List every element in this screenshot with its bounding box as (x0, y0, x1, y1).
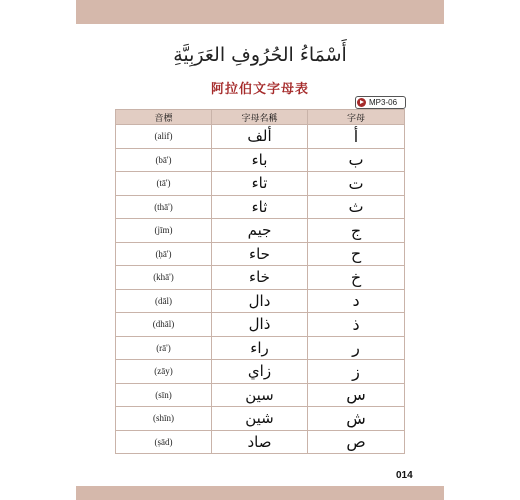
page-number: 014 (396, 470, 413, 481)
letter-name-cell: تاء (212, 172, 308, 196)
transliteration-cell: (dāl) (116, 289, 212, 313)
letter-cell: ث (308, 195, 405, 219)
page-title-chinese: 阿拉伯文字母表 (210, 82, 309, 97)
column-header-letter: 字母 (308, 110, 405, 125)
letter-name-cell: دال (212, 289, 308, 313)
audio-track-label: MP3-06 (369, 98, 398, 107)
transliteration-cell: (thā') (116, 195, 212, 219)
letter-name-cell: ذال (212, 313, 308, 337)
letter-name-cell: شين (212, 407, 308, 431)
table-row (116, 289, 405, 313)
letter-name-cell: جيم (212, 219, 308, 243)
table-row (116, 242, 405, 266)
letter-cell: ذ (308, 313, 405, 337)
table-row (116, 266, 405, 290)
letter-name-cell: زاي (212, 360, 308, 384)
letter-name-cell: ألف (212, 125, 308, 149)
alphabet-table (115, 109, 405, 454)
column-header-transliteration: 音標 (116, 110, 212, 125)
letter-cell: ص (308, 430, 405, 454)
letter-cell: ر (308, 336, 405, 360)
transliteration-cell: (bā') (116, 148, 212, 172)
letter-name-cell: صاد (212, 430, 308, 454)
transliteration-cell: (ṣād) (116, 430, 212, 454)
letter-name-cell: ثاء (212, 195, 308, 219)
table-row (116, 172, 405, 196)
table-row (116, 148, 405, 172)
transliteration-cell: (khā') (116, 266, 212, 290)
table-row (116, 125, 405, 149)
table-row (116, 383, 405, 407)
letter-cell: ح (308, 242, 405, 266)
bottom-decorative-band (76, 486, 444, 500)
audio-track-button[interactable] (355, 96, 406, 109)
letter-name-cell: سين (212, 383, 308, 407)
transliteration-cell: (shīn) (116, 407, 212, 431)
transliteration-cell: (rā') (116, 336, 212, 360)
transliteration-cell: (alif) (116, 125, 212, 149)
letter-name-cell: باء (212, 148, 308, 172)
transliteration-cell: (sīn) (116, 383, 212, 407)
table-row (116, 219, 405, 243)
top-decorative-band (76, 0, 444, 24)
table-row (116, 336, 405, 360)
letter-name-cell: حاء (212, 242, 308, 266)
letter-cell: ز (308, 360, 405, 384)
column-header-letter-name: 字母名稱 (212, 110, 308, 125)
table-row (116, 360, 405, 384)
table-row (116, 195, 405, 219)
letter-cell: د (308, 289, 405, 313)
letter-cell: ش (308, 407, 405, 431)
letter-cell: ب (308, 148, 405, 172)
play-icon (357, 98, 366, 107)
letter-cell: أ (308, 125, 405, 149)
table-row (116, 430, 405, 454)
transliteration-cell: (jīm) (116, 219, 212, 243)
letter-name-cell: راء (212, 336, 308, 360)
letter-cell: خ (308, 266, 405, 290)
table-row (116, 407, 405, 431)
table-header-row (116, 110, 405, 125)
transliteration-cell: (dhāl) (116, 313, 212, 337)
letter-cell: س (308, 383, 405, 407)
transliteration-cell: (zāy) (116, 360, 212, 384)
transliteration-cell: (ḥā') (116, 242, 212, 266)
letter-cell: ج (308, 219, 405, 243)
letter-cell: ت (308, 172, 405, 196)
letter-name-cell: خاء (212, 266, 308, 290)
page-title-arabic: أَسْمَاءُ الحُرُوفِ العَرَبِيَّةِ (173, 44, 347, 66)
table-row (116, 313, 405, 337)
transliteration-cell: (tā') (116, 172, 212, 196)
